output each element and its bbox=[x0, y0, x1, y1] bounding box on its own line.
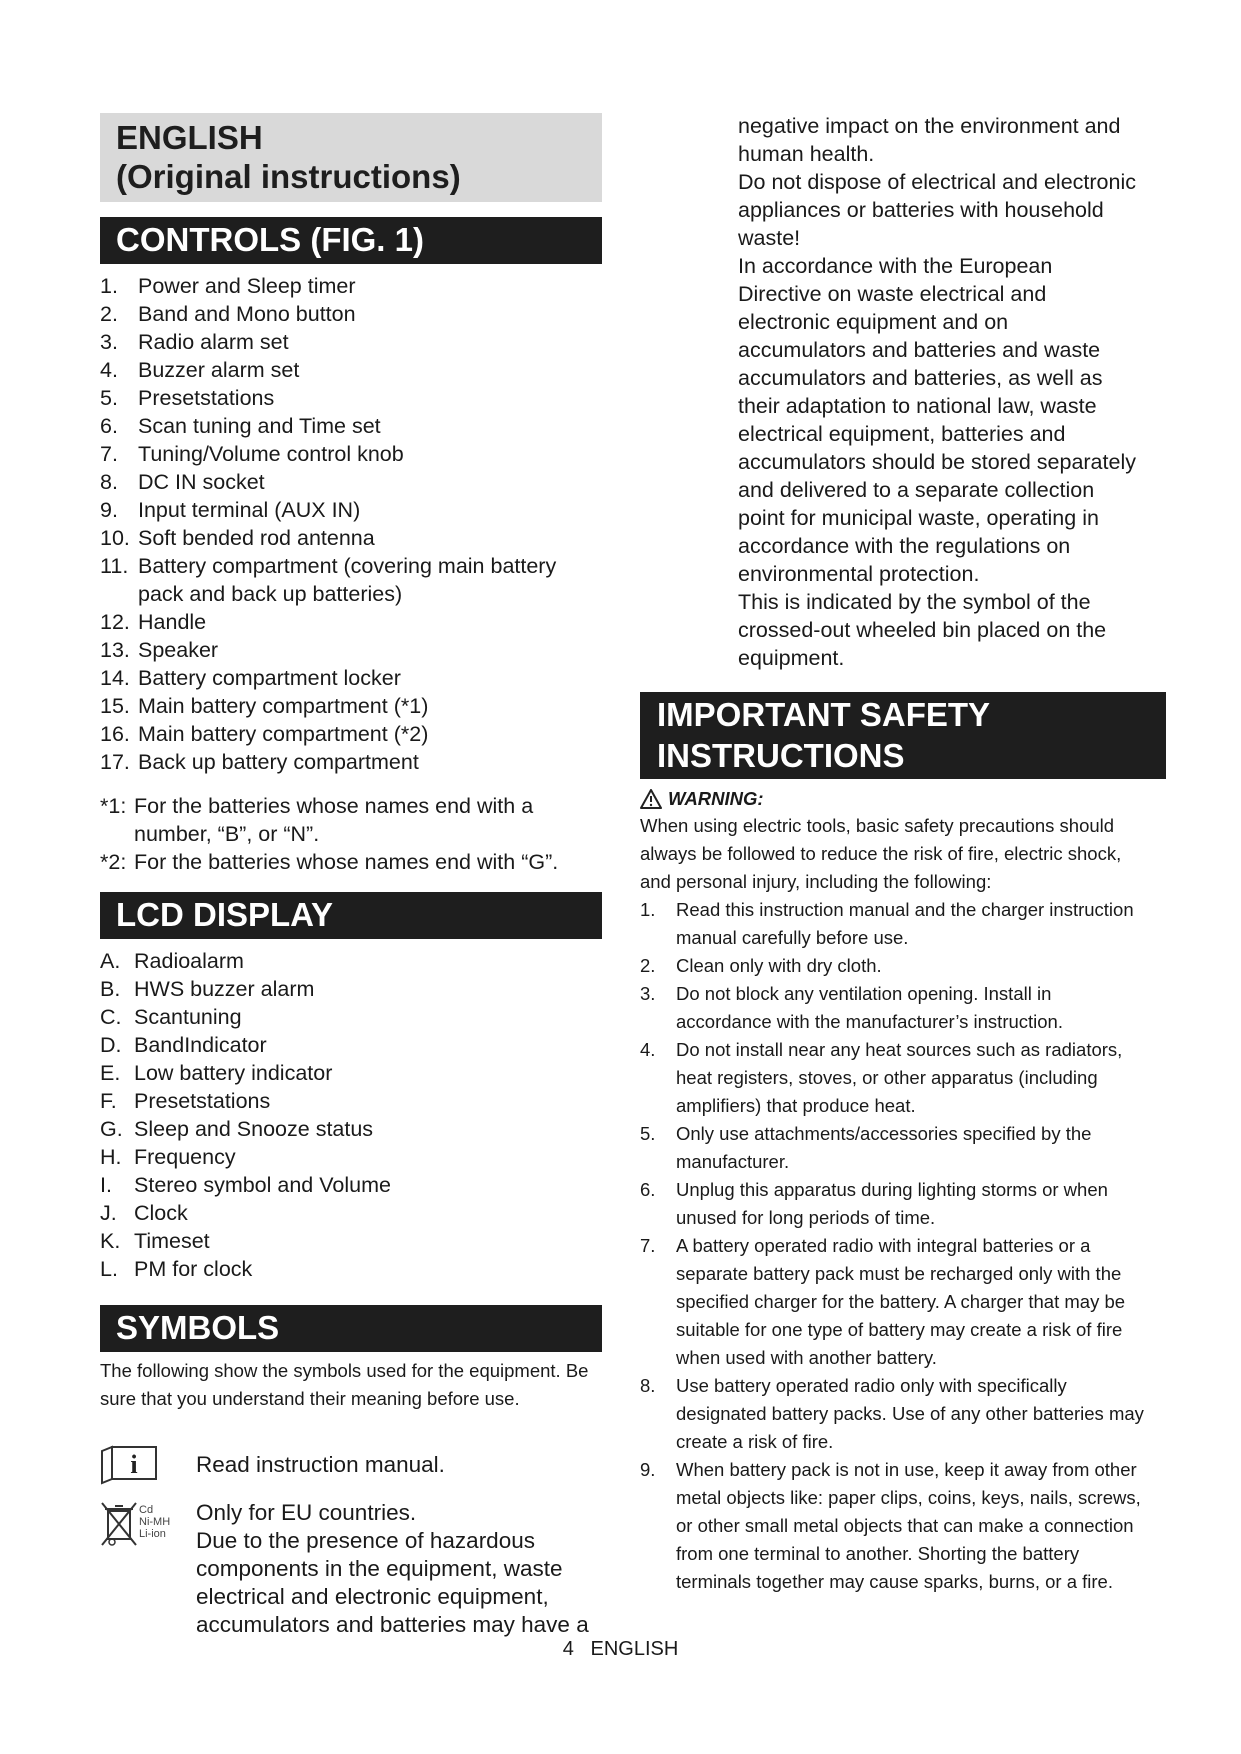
lcd-item bbox=[100, 975, 602, 1003]
eu-text-right: negative impact on the environment and human health. bbox=[738, 114, 1121, 166]
control-item bbox=[100, 720, 602, 748]
control-item-number: 1. bbox=[100, 274, 118, 298]
footnote bbox=[100, 792, 602, 848]
safety-item-text: Only use attachments/accessories specified by the manufacturer. bbox=[676, 1123, 1092, 1172]
symbol-eu-row bbox=[100, 1499, 602, 1639]
bin-label-liion: Li-ion bbox=[139, 1528, 166, 1540]
control-item-number: 14. bbox=[100, 666, 130, 690]
control-item-number: 3. bbox=[100, 330, 118, 354]
control-item-text: Presetstations bbox=[138, 386, 275, 410]
control-item-number: 16. bbox=[100, 722, 130, 746]
safety-item-number: 1. bbox=[640, 899, 656, 920]
symbols-intro: The following show the symbols used for the equipment. Be sure that you understand their meaning before use. bbox=[100, 1360, 589, 1409]
safety-item-number: 3. bbox=[640, 983, 656, 1004]
bin-label-cd: Cd bbox=[139, 1504, 154, 1516]
safety-item-number: 8. bbox=[640, 1375, 656, 1396]
control-item-number: 10. bbox=[100, 526, 130, 550]
lcd-item-number: D. bbox=[100, 1033, 122, 1057]
lcd-item-number: C. bbox=[100, 1005, 122, 1029]
safety-intro: When using electric tools, basic safety precautions should always be followed to reduce the risk of fire, electric shock, and personal injury, including the following: bbox=[640, 815, 1122, 892]
control-item-text: Input terminal (AUX IN) bbox=[138, 498, 361, 522]
control-item bbox=[100, 748, 602, 776]
footnote bbox=[100, 848, 602, 876]
warning-icon bbox=[640, 789, 662, 809]
lcd-item bbox=[100, 1255, 602, 1283]
control-item-number: 13. bbox=[100, 638, 130, 662]
safety-item-number: 7. bbox=[640, 1235, 656, 1256]
lcd-item bbox=[100, 1059, 602, 1087]
control-item-number: 8. bbox=[100, 470, 118, 494]
control-item bbox=[100, 692, 602, 720]
safety-heading bbox=[640, 692, 1166, 779]
safety-item bbox=[640, 1372, 1150, 1456]
safety-item bbox=[640, 1176, 1150, 1232]
control-item-number: 15. bbox=[100, 694, 130, 718]
control-item bbox=[100, 328, 602, 356]
lcd-item-text: HWS buzzer alarm bbox=[134, 977, 315, 1001]
lcd-item-number: K. bbox=[100, 1229, 121, 1253]
bin-label-nimh: Ni-MH bbox=[139, 1516, 171, 1528]
safety-item-text: A battery operated radio with integral batteries or a separate battery pack must be recharged only with the specified charger for the battery. A charger that may be suitable for one type of battery may create a risk of fire when used with another battery. bbox=[676, 1235, 1126, 1368]
read-manual-icon bbox=[100, 1445, 160, 1490]
safety-item bbox=[640, 952, 1150, 980]
control-item-number: 6. bbox=[100, 414, 118, 438]
control-item bbox=[100, 552, 602, 608]
control-item-text: Handle bbox=[138, 610, 207, 634]
control-item-text: Band and Mono button bbox=[138, 302, 356, 326]
lcd-display-heading: LCD DISPLAY bbox=[100, 892, 602, 939]
safety-item bbox=[640, 1456, 1150, 1596]
lcd-item bbox=[100, 1227, 602, 1255]
lcd-item-text: BandIndicator bbox=[134, 1033, 267, 1057]
control-item-text: Buzzer alarm set bbox=[138, 358, 300, 382]
safety-item-number: 4. bbox=[640, 1039, 656, 1060]
language-title-box bbox=[100, 113, 602, 202]
lcd-item-number: I. bbox=[100, 1173, 112, 1197]
safety-item-text: Clean only with dry cloth. bbox=[676, 955, 882, 976]
lcd-item-text: Stereo symbol and Volume bbox=[134, 1173, 391, 1197]
controls-list bbox=[100, 272, 602, 776]
control-item-text: Back up battery compartment bbox=[138, 750, 419, 774]
lcd-display-list bbox=[100, 947, 602, 1283]
control-item-text: Main battery compartment (*2) bbox=[138, 722, 429, 746]
safety-item-number: 2. bbox=[640, 955, 656, 976]
crossed-bin-icon bbox=[100, 1499, 182, 1556]
footnote-mark: *1: bbox=[100, 794, 127, 818]
lcd-item bbox=[100, 1031, 602, 1059]
warning-row bbox=[640, 786, 1150, 812]
safety-item-text: Do not install near any heat sources such as radiators, heat registers, stoves, or other apparatus (including amplifiers) that produce heat. bbox=[676, 1039, 1123, 1116]
control-item bbox=[100, 300, 602, 328]
control-item bbox=[100, 608, 602, 636]
lcd-item-number: G. bbox=[100, 1117, 123, 1141]
control-item-number: 17. bbox=[100, 750, 130, 774]
control-item-number: 9. bbox=[100, 498, 118, 522]
control-item bbox=[100, 636, 602, 664]
right-column bbox=[640, 112, 1150, 1596]
lcd-item-text: Radioalarm bbox=[134, 949, 244, 973]
control-item bbox=[100, 468, 602, 496]
control-item-text: Scan tuning and Time set bbox=[138, 414, 381, 438]
lcd-item bbox=[100, 1143, 602, 1171]
lcd-item-number: A. bbox=[100, 949, 121, 973]
controls-heading: CONTROLS (FIG. 1) bbox=[100, 217, 602, 264]
control-item bbox=[100, 384, 602, 412]
safety-item bbox=[640, 980, 1150, 1036]
safety-heading-line1: IMPORTANT SAFETY bbox=[657, 696, 991, 733]
eu-directive: In accordance with the European Directive on waste electrical and electronic equipment and on accumulators and batteries and waste accumulators and batteries, as well as their adaptation to national law, waste electrical equipment, batteries and accumulators should be stored separately and delivered to a separate collection point for municipal waste, operating in accordance with the regulations on environmental protection. bbox=[738, 254, 1136, 586]
safety-item bbox=[640, 896, 1150, 952]
lcd-item-text: PM for clock bbox=[134, 1257, 253, 1281]
language-subtitle: (Original instructions) bbox=[116, 158, 461, 195]
safety-list bbox=[640, 896, 1150, 1596]
control-item bbox=[100, 356, 602, 384]
control-item bbox=[100, 664, 602, 692]
lcd-item-number: J. bbox=[100, 1201, 117, 1225]
page-footer bbox=[0, 1638, 1241, 1661]
symbol-read-manual-row bbox=[100, 1445, 602, 1479]
control-item-number: 2. bbox=[100, 302, 118, 326]
safety-item-text: Do not block any ventilation opening. Install in accordance with the manufacturer’s instruction. bbox=[676, 983, 1063, 1032]
lcd-item-number: E. bbox=[100, 1061, 121, 1085]
lcd-item-number: F. bbox=[100, 1089, 117, 1113]
control-item-text: Speaker bbox=[138, 638, 219, 662]
control-item-number: 12. bbox=[100, 610, 130, 634]
lcd-item bbox=[100, 1087, 602, 1115]
eu-text-continued bbox=[738, 112, 1140, 672]
lcd-item-text: Scantuning bbox=[134, 1005, 242, 1029]
control-item bbox=[100, 272, 602, 300]
safety-heading-line2: INSTRUCTIONS bbox=[657, 737, 905, 774]
left-column bbox=[100, 113, 602, 1639]
warning-label: WARNING: bbox=[668, 788, 764, 809]
controls-footnotes bbox=[100, 792, 602, 876]
control-item bbox=[100, 440, 602, 468]
control-item-text: Radio alarm set bbox=[138, 330, 289, 354]
lcd-item-text: Timeset bbox=[134, 1229, 210, 1253]
lcd-item-number: H. bbox=[100, 1145, 122, 1169]
eu-dispose: Do not dispose of electrical and electronic appliances or batteries with household waste! bbox=[738, 170, 1136, 250]
safety-item bbox=[640, 1120, 1150, 1176]
control-item-text: Tuning/Volume control knob bbox=[138, 442, 404, 466]
control-item-number: 11. bbox=[100, 554, 129, 578]
lcd-item-text: Clock bbox=[134, 1201, 188, 1225]
safety-item-text: Read this instruction manual and the charger instruction manual carefully before use. bbox=[676, 899, 1134, 948]
control-item-number: 4. bbox=[100, 358, 118, 382]
eu-title: Only for EU countries. bbox=[196, 1500, 417, 1525]
footnote-text: For the batteries whose names end with “G”. bbox=[134, 850, 559, 874]
symbols-heading: SYMBOLS bbox=[100, 1305, 602, 1352]
eu-text-left: Due to the presence of hazardous components in the equipment, waste electrical and electronic equipment, accumulators and batteries may have a bbox=[196, 1528, 589, 1637]
lcd-item bbox=[100, 1003, 602, 1031]
control-item bbox=[100, 524, 602, 552]
footer-language: ENGLISH bbox=[590, 1638, 679, 1660]
language-title: ENGLISH bbox=[116, 119, 263, 156]
eu-text-block bbox=[196, 1499, 602, 1639]
control-item bbox=[100, 412, 602, 440]
safety-item-text: Unplug this apparatus during lighting storms or when unused for long periods of time. bbox=[676, 1179, 1108, 1228]
lcd-item-number: L. bbox=[100, 1257, 118, 1281]
lcd-item-number: B. bbox=[100, 977, 121, 1001]
control-item-number: 5. bbox=[100, 386, 118, 410]
svg-text:i: i bbox=[130, 1450, 138, 1479]
control-item-text: Battery compartment (covering main battery pack and back up batteries) bbox=[138, 554, 557, 606]
lcd-item-text: Low battery indicator bbox=[134, 1061, 333, 1085]
read-manual-text: Read instruction manual. bbox=[196, 1452, 445, 1477]
control-item-text: Main battery compartment (*1) bbox=[138, 694, 429, 718]
safety-item bbox=[640, 1036, 1150, 1120]
safety-item-number: 9. bbox=[640, 1459, 656, 1480]
control-item-text: Battery compartment locker bbox=[138, 666, 401, 690]
safety-item bbox=[640, 1232, 1150, 1372]
page-number: 4 bbox=[562, 1638, 574, 1660]
safety-item-number: 5. bbox=[640, 1123, 656, 1144]
safety-item-number: 6. bbox=[640, 1179, 656, 1200]
control-item-text: DC IN socket bbox=[138, 470, 265, 494]
footnote-mark: *2: bbox=[100, 850, 127, 874]
lcd-item bbox=[100, 1171, 602, 1199]
lcd-item-text: Presetstations bbox=[134, 1089, 271, 1113]
safety-item-text: When battery pack is not in use, keep it away from other metal objects like: paper clips, coins, keys, nails, screws, or other small metal objects that can make a connection from one terminal to another. Shorting the battery terminals together may cause sparks, burns, or a fire. bbox=[676, 1459, 1141, 1592]
lcd-item-text: Frequency bbox=[134, 1145, 236, 1169]
safety-item-text: Use battery operated radio only with specifically designated battery packs. Use of any other batteries may create a risk of fire. bbox=[676, 1375, 1144, 1452]
eu-symbol: This is indicated by the symbol of the crossed-out wheeled bin placed on the equipment. bbox=[738, 590, 1107, 670]
control-item-text: Soft bended rod antenna bbox=[138, 526, 375, 550]
control-item-number: 7. bbox=[100, 442, 118, 466]
control-item bbox=[100, 496, 602, 524]
footnote-text: For the batteries whose names end with a number, “B”, or “N”. bbox=[134, 794, 534, 846]
lcd-item-text: Sleep and Snooze status bbox=[134, 1117, 374, 1141]
control-item-text: Power and Sleep timer bbox=[138, 274, 356, 298]
lcd-item bbox=[100, 1115, 602, 1143]
lcd-item bbox=[100, 1199, 602, 1227]
lcd-item bbox=[100, 947, 602, 975]
